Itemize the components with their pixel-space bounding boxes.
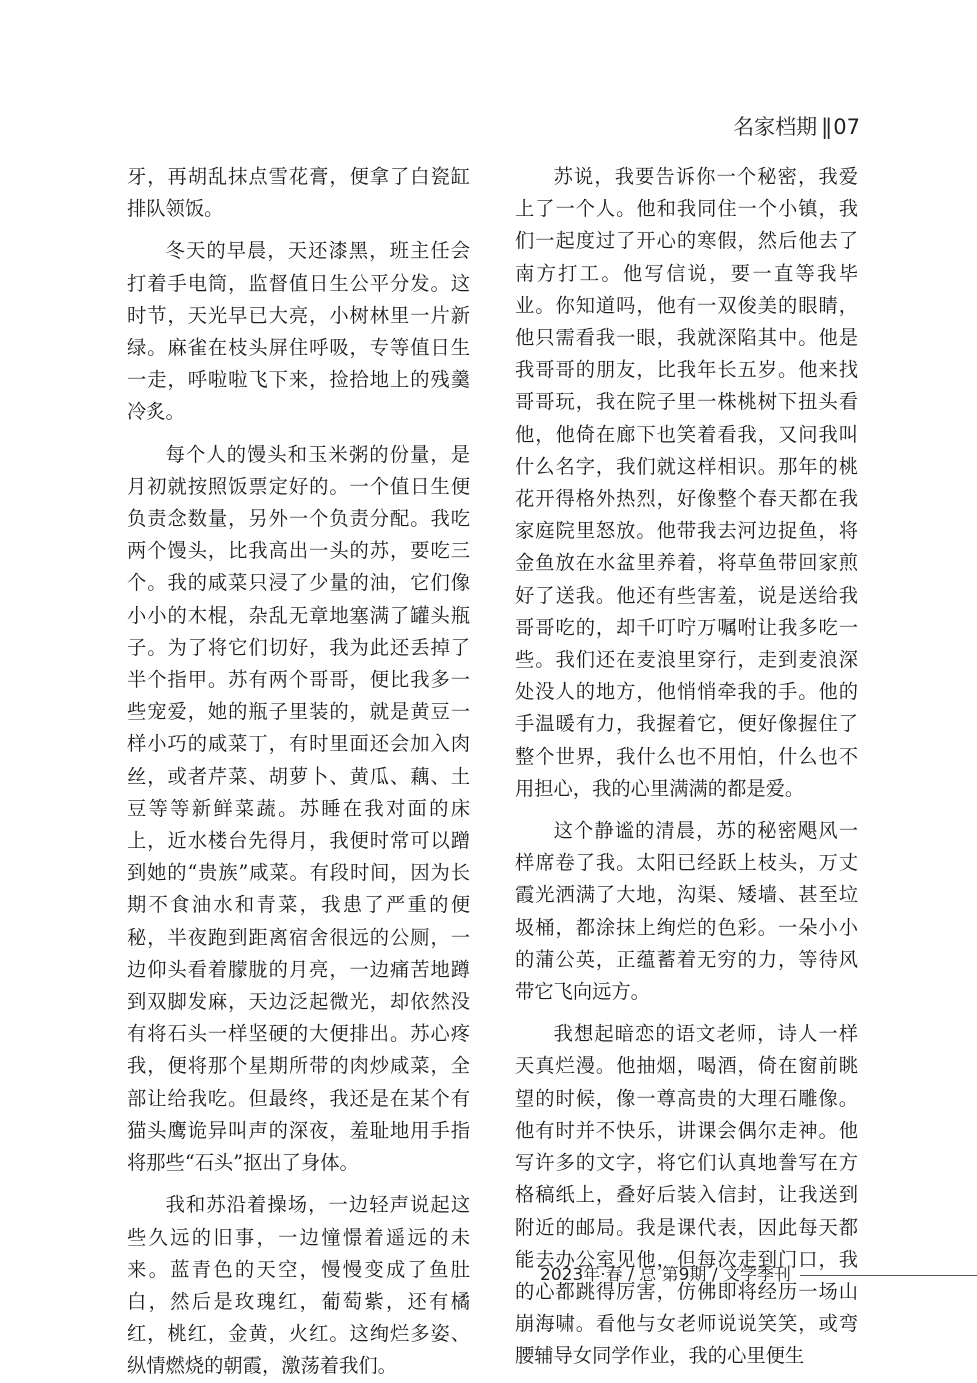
paragraph: 我想起暗恋的语文老师，诗人一样天真烂漫。他抽烟，喝酒，倚在窗前眺望的时候，像一尊高贵的大理石雕像。他有时并不快乐，讲课会偶尔走神。他写许多的文字，将它们认真地誊写在方格稿纸上，叠好后装入信封，让我送到附近的邮局。我是课代表，因此每天都能去办公室见他，但每次走到门口，我的心都跳得厉害，仿佛即将经历一场山崩海啸。看他与女老师说说笑笑，或弯腰辅导女同学作业，我的心里便生 [515, 1022, 858, 1368]
left-text-column [127, 161, 470, 1383]
paragraph: 我和苏沿着操场，一边轻声说起这些久远的旧事，一边憧憬着遥远的未来。蓝青色的天空，慢慢变成了鱼肚白，然后是玫瑰红，葡萄紫，还有橘红，桃红，金黄，火红。这绚烂多姿、纵情燃烧的朝霞，激荡着我们。 [127, 1193, 470, 1378]
paragraph: 这个静谧的清晨，苏的秘密飓风一样席卷了我。太阳已经跃上枝头，万丈霞光洒满了大地，沟渠、矮墙、甚至垃圾桶，都涂抹上绚烂的色彩。一朵小小的蒲公英，正蕴蓄着无穷的力，等待风带它飞向远方。 [515, 819, 858, 1004]
page-header [733, 113, 860, 141]
paragraph: 冬天的早晨，天还漆黑，班主任会打着手电筒，监督值日生公平分发。这时节，天光早已大亮，小树林里一片新绿。麻雀在枝头屏住呼吸，专等值日生一走，呼啦啦飞下来，捡拾地上的残羹冷炙。 [127, 239, 470, 424]
paragraph: 牙，再胡乱抹点雪花膏，便拿了白瓷缸排队领饭。 [127, 165, 470, 221]
page-footer: 2023年·春 / 总 第9期 / 文学季刊 [540, 1265, 791, 1285]
section-title: 名家档期 [733, 115, 818, 139]
header-separator: || [821, 115, 830, 139]
paragraph: 每个人的馒头和玉米粥的份量，是月初就按照饭票定好的。一个值日生便负责念数量，另外一个负责分配。我吃两个馒头，比我高出一头的苏，要吃三个。我的咸菜只浸了少量的油，它们像小小的木棍，杂乱无章地塞满了罐头瓶子。为了将它们切好，我为此还丢掉了半个指甲。苏有两个哥哥，便比我多一些宠爱，她的瓶子里装的，就是黄豆一样小巧的咸菜丁，有时里面还会加入肉丝，或者芹菜、胡萝卜、黄瓜、藕、土豆等等新鲜菜蔬。苏睡在我对面的床上，近水楼台先得月，我便时常可以蹭到她的“贵族”咸菜。有段时间，因为长期不食油水和青菜，我患了严重的便秘，半夜跑到距离宿舍很远的公厕，一边仰头看着朦胧的月亮，一边痛苦地蹲到双脚发麻，天边泛起微光，却依然没有将石头一样坚硬的大便排出。苏心疼我，便将那个星期所带的肉炒咸菜，全部让给我吃。但最终，我还是在某个有猫头鹰诡异叫声的深夜，羞耻地用手指将那些“石头”抠出了身体。 [127, 442, 470, 1175]
paragraph: 苏说，我要告诉你一个秘密，我爱上了一个人。他和我同住一个小镇，我们一起度过了开心的寒假，然后他去了南方打工。他写信说，要一直等我毕业。你知道吗，他有一双俊美的眼睛，他只需看我一眼，我就深陷其中。他是我哥哥的朋友，比我年长五岁。他来找哥哥玩，我在院子里一株桃树下扭头看他，他倚在廊下也笑着看我，又问我叫什么名字，我们就这样相识。那年的桃花开得格外热烈，好像整个春天都在我家庭院里怒放。他带我去河边捉鱼，将金鱼放在水盆里养着，将草鱼带回家煎好了送我。他还有些害羞，说是送给我哥哥吃的，却千叮咛万嘱咐让我多吃一些。我们还在麦浪里穿行，走到麦浪深处没人的地方，他悄悄牵我的手。他的手温暖有力，我握着它，便好像握住了整个世界，我什么也不用怕，什么也不用担心，我的心里满满的都是爱。 [515, 165, 858, 800]
page-number: 07 [833, 115, 860, 139]
footer-divider [800, 1275, 977, 1276]
right-text-column [515, 161, 858, 1373]
